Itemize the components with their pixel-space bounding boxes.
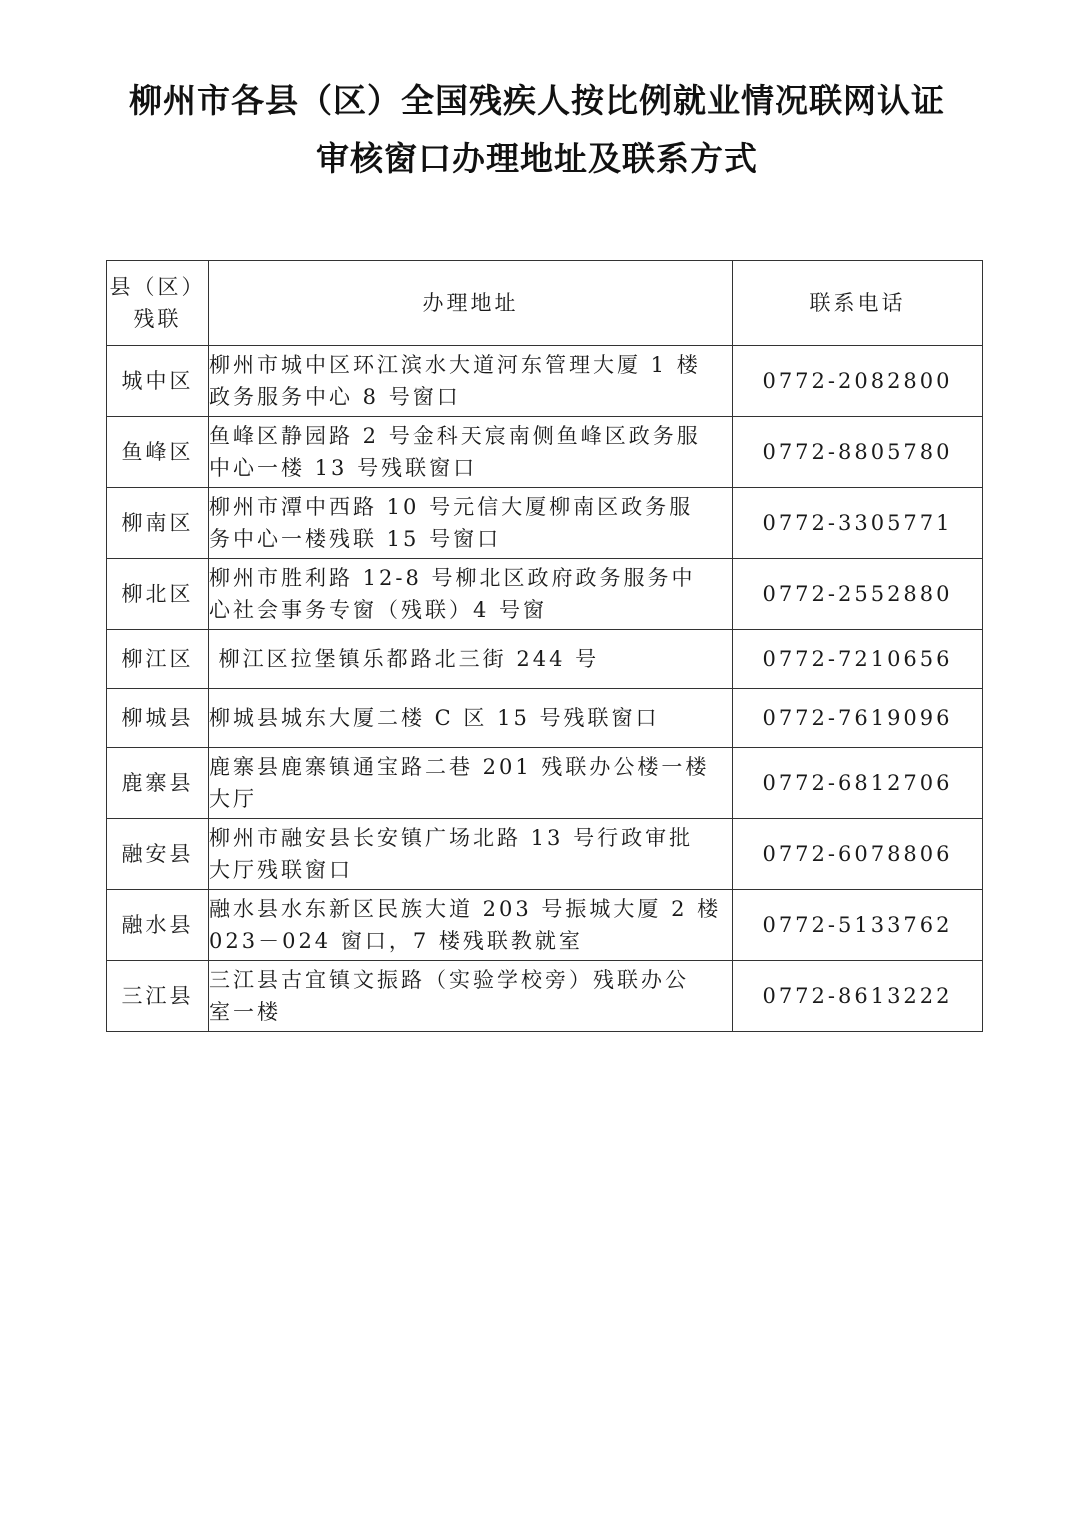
phone-cell: 0772-3305771 — [733, 488, 983, 559]
address-line: 鱼峰区静园路 2 号金科天宸南侧鱼峰区政务服 — [209, 424, 701, 448]
address-line: 柳州市胜利路 12-8 号柳北区政府政务服务中 — [209, 566, 696, 590]
address-line: 政务服务中心 8 号窗口 — [209, 385, 461, 409]
county-cell: 鱼峰区 — [107, 417, 209, 488]
county-cell: 柳北区 — [107, 559, 209, 630]
county-cell: 柳城县 — [107, 689, 209, 748]
table-row — [107, 559, 983, 630]
county-cell: 柳南区 — [107, 488, 209, 559]
title-line-1: 柳州市各县（区）全国残疾人按比例就业情况联网认证 — [129, 81, 945, 120]
table-row — [107, 346, 983, 417]
phone-cell: 0772-8613222 — [733, 961, 983, 1032]
address-line: 柳州市城中区环江滨水大道河东管理大厦 1 楼 — [209, 353, 701, 377]
address-cell — [209, 961, 733, 1032]
table-row — [107, 819, 983, 890]
address-cell — [209, 488, 733, 559]
phone-cell: 0772-8805780 — [733, 417, 983, 488]
address-cell — [209, 417, 733, 488]
address-cell — [209, 689, 733, 748]
phone-cell: 0772-2552880 — [733, 559, 983, 630]
header-county — [107, 261, 209, 346]
address-cell — [209, 890, 733, 961]
address-line: 柳州市融安县长安镇广场北路 13 号行政审批 — [209, 826, 694, 850]
phone-cell: 0772-6812706 — [733, 748, 983, 819]
table-row — [107, 689, 983, 748]
table-row — [107, 488, 983, 559]
address-line: 大厅残联窗口 — [209, 858, 353, 882]
address-line: 柳州市潭中西路 10 号元信大厦柳南区政务服 — [209, 495, 694, 519]
header-phone: 联系电话 — [733, 261, 983, 346]
title-line-2: 审核窗口办理地址及联系方式 — [316, 139, 758, 178]
address-line: 鹿寨县鹿寨镇通宝路二巷 201 残联办公楼一楼 — [209, 755, 710, 779]
address-line: 柳城县城东大厦二楼 C 区 15 号残联窗口 — [209, 706, 660, 730]
phone-cell: 0772-6078806 — [733, 819, 983, 890]
address-cell — [209, 819, 733, 890]
header-county-line-2: 残联 — [133, 307, 182, 331]
county-cell: 城中区 — [107, 346, 209, 417]
table-row — [107, 417, 983, 488]
phone-cell: 0772-7619096 — [733, 689, 983, 748]
county-cell: 融水县 — [107, 890, 209, 961]
address-line: 融水县水东新区民族大道 203 号振城大厦 2 楼 — [209, 897, 722, 921]
table-body — [107, 346, 983, 1032]
address-line: 三江县古宜镇文振路（实验学校旁）残联办公 — [209, 968, 689, 992]
county-cell: 三江县 — [107, 961, 209, 1032]
county-cell: 融安县 — [107, 819, 209, 890]
address-cell — [209, 346, 733, 417]
header-county-line-1: 县（区） — [109, 275, 206, 299]
address-line: 室一楼 — [209, 1000, 281, 1024]
table-row — [107, 890, 983, 961]
county-cell: 鹿寨县 — [107, 748, 209, 819]
table-row — [107, 630, 983, 689]
table-row — [107, 748, 983, 819]
address-line: 023－024 窗口，7 楼残联教就室 — [209, 929, 583, 953]
address-line: 柳江区拉堡镇乐都路北三街 244 号 — [209, 647, 600, 671]
table-row — [107, 961, 983, 1032]
address-line: 心社会事务专窗（残联）4 号窗 — [209, 598, 548, 622]
address-cell — [209, 559, 733, 630]
contact-table — [106, 260, 983, 1032]
address-cell — [209, 630, 733, 689]
phone-cell: 0772-7210656 — [733, 630, 983, 689]
address-line: 务中心一楼残联 15 号窗口 — [209, 527, 502, 551]
address-cell — [209, 748, 733, 819]
document-title — [0, 72, 1074, 188]
county-cell: 柳江区 — [107, 630, 209, 689]
phone-cell: 0772-2082800 — [733, 346, 983, 417]
address-line: 大厅 — [209, 787, 257, 811]
header-address: 办理地址 — [209, 261, 733, 346]
phone-cell: 0772-5133762 — [733, 890, 983, 961]
table-header-row — [107, 261, 983, 346]
address-line: 中心一楼 13 号残联窗口 — [209, 456, 478, 480]
